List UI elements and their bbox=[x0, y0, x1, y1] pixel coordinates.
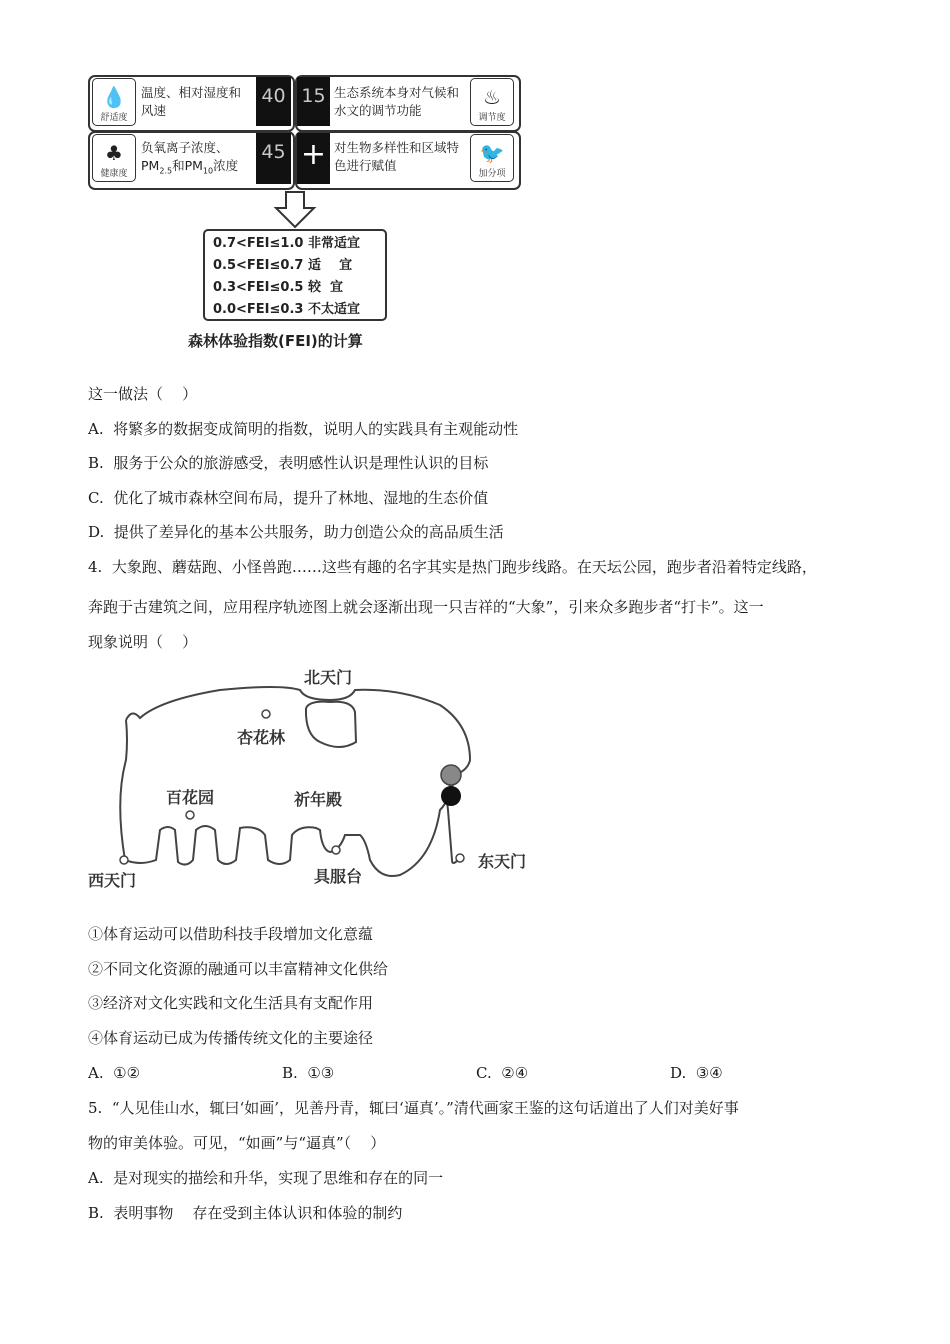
q5-option-b: B. 表明事物 存在受到主体认识和体验的制约 bbox=[88, 1204, 403, 1222]
fei-caption: 森林体验指数(FEI)的计算 bbox=[188, 332, 363, 350]
map-label-prayer-hall: 祈年殿 bbox=[294, 790, 343, 809]
q5-option-a: A. 是对现实的描绘和升华，实现了思维和存在的同一 bbox=[88, 1169, 444, 1187]
q4-stem-line: 现象说明（ ） bbox=[88, 633, 198, 651]
q5-stem-line: 5. “人见佳山水，辄曰‘如画’，见善丹青，辄曰‘逼真’。”清代画家王鉴的这句话道出了人们对美好事 bbox=[88, 1099, 739, 1117]
fei-panel-bonus-text: 对生物多样性和区域特色进行赋值 bbox=[334, 140, 460, 173]
plus-icon: + bbox=[297, 133, 330, 184]
q4-statement: ①体育运动可以借助科技手段增加文化意蕴 bbox=[88, 925, 374, 943]
q4-choice-a: A. ①② bbox=[88, 1064, 141, 1082]
fei-panel-health-text: 负氧离子浓度、 $PM_{2.5}$和$PM_{10}$浓度 bbox=[141, 140, 239, 176]
fei-range-row: 0.3<FEI≤0.5 较 宜 bbox=[213, 280, 344, 295]
q4-stem-line: 4. 大象跑、蘑菇跑、小怪兽跑……这些有趣的名字其实是热门跑步线路。在天坛公园，跑步者沿着特定线路， bbox=[88, 558, 817, 576]
q3-option-c: C. 优化了城市森林空间布局，提升了林地、湿地的生态价值 bbox=[88, 489, 489, 507]
fei-score-regulation: 15 bbox=[297, 77, 330, 126]
q3-option-b: B. 服务于公众的旅游感受，表明感性认识是理性认识的目标 bbox=[88, 454, 489, 472]
q3-option-d: D. 提供了差异化的基本公共服务，助力创造公众的高品质生活 bbox=[88, 523, 504, 541]
q3-option-a: A. 将繁多的数据变成简明的指数，说明人的实践具有主观能动性 bbox=[88, 420, 519, 438]
bonus-icon: 🐦 加分项 bbox=[470, 134, 514, 182]
q4-choice-c: C. ②④ bbox=[476, 1064, 529, 1082]
fei-score-health: 45 bbox=[256, 133, 291, 184]
q4-choice-d: D. ③④ bbox=[670, 1064, 723, 1082]
fei-range-row: 0.7<FEI≤1.0 非常适宜 bbox=[213, 236, 360, 251]
regulation-icon: ♨ 调节度 bbox=[470, 78, 514, 126]
map-label-flower-garden: 百花园 bbox=[166, 788, 215, 807]
map-label-jufu-terrace: 具服台 bbox=[314, 867, 363, 886]
q4-statement: ③经济对文化实践和文化生活具有支配作用 bbox=[88, 994, 374, 1012]
q4-choice-b: B. ①③ bbox=[282, 1064, 335, 1082]
comfort-icon: 💧 舒适度 bbox=[92, 78, 136, 126]
map-label-east-gate: 东天门 bbox=[478, 852, 527, 871]
fei-range-row: 0.5<FEI≤0.7 适 宜 bbox=[213, 258, 353, 273]
q5-stem-line: 物的审美体验。可见，“如画”与“逼真”（ ） bbox=[88, 1134, 386, 1152]
map-label-north-gate: 北天门 bbox=[304, 668, 353, 687]
fei-panel-regulation-text: 生态系统本身对气候和水文的调节功能 bbox=[334, 85, 460, 118]
q3-stem: 这一做法（ ） bbox=[88, 385, 198, 403]
q4-statement: ②不同文化资源的融通可以丰富精神文化供给 bbox=[88, 960, 389, 978]
fei-range-row: 0.0<FEI≤0.3 不太适宜 bbox=[213, 302, 360, 317]
fei-score-comfort: 40 bbox=[256, 77, 291, 126]
q4-stem-line: 奔跑于古建筑之间，应用程序轨迹图上就会逐渐出现一只吉祥的“大象”，引来众多跑步者“打卡”。这一 bbox=[88, 598, 764, 616]
map-label-west-gate: 西天门 bbox=[88, 871, 137, 890]
fei-panel-comfort-text: 温度、相对湿度和风速 bbox=[141, 85, 242, 118]
q4-statement: ④体育运动已成为传播传统文化的主要途径 bbox=[88, 1029, 374, 1047]
map-label-apricot-grove: 杏花林 bbox=[237, 728, 286, 747]
health-icon: ♣ 健康度 bbox=[92, 134, 136, 182]
